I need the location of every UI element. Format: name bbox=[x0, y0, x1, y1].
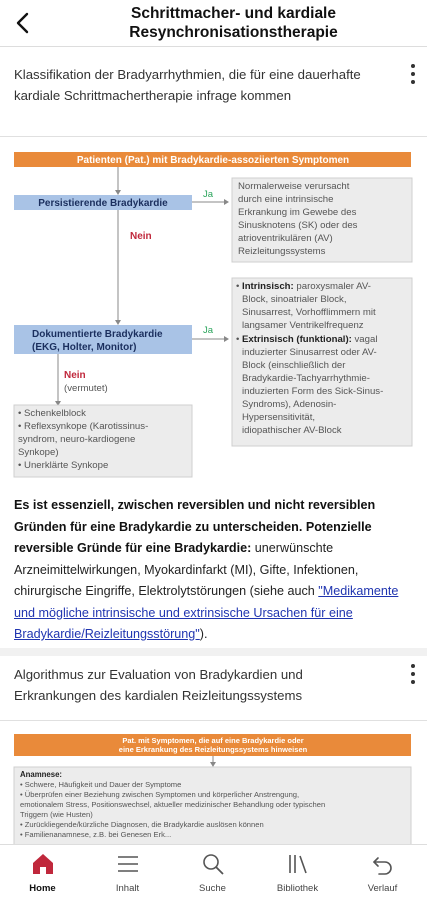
arrowhead bbox=[210, 762, 216, 767]
anamnese-text: • Schwere, Häufigkeit und Dauer der Symptome • Überprüfen einer Beziehung zwischen Symptomen und körperlicher Anstrengung, emotionalem Stress, Positionswechsel, aktueller medizinischer Behandlung oder typischen Triggern (wie Husten) • Zurückliegende/kürzliche Diagnosen, die Bradykardie auslösen können • Familienanamnese, z.B. bei Genesen Erk... bbox=[20, 780, 326, 839]
suspected-text: • Schenkelblock • Reflexsynkope (Karotissinus- syndrom, neuro-kardiogene Synkope) • Unerklärte Synkope bbox=[18, 408, 149, 471]
arrowhead bbox=[115, 320, 121, 325]
nav-bibliothek[interactable] bbox=[255, 845, 340, 901]
paragraph-text: unerwünschte Arzneimittelwirkungen, Myokardinfarkt (MI), Gifte, Infektionen, chirurgische Eingriffe, Elektrolytstörungen (siehe auch bbox=[14, 541, 359, 598]
algorithm-diagram bbox=[0, 720, 427, 844]
nav-inhalt[interactable] bbox=[85, 845, 170, 901]
history-icon bbox=[370, 851, 396, 877]
causes-link[interactable]: "Medikamente und mögliche intrinsische und extrinsische Ursachen für eine Bradykardie/Reizleitungsstörung" bbox=[14, 584, 399, 641]
vermutet-label: (vermutet) bbox=[64, 383, 108, 394]
title-line-1: Schrittmacher- und kardiale bbox=[130, 5, 336, 22]
arrowhead bbox=[224, 199, 229, 205]
documented-label-1: Dokumentierte Bradykardie bbox=[32, 329, 163, 340]
section-separator bbox=[0, 648, 427, 656]
reversible-causes-paragraph bbox=[14, 495, 410, 646]
nav-verlauf[interactable] bbox=[340, 845, 425, 901]
bottom-navigation bbox=[0, 844, 427, 901]
algorithm-svg bbox=[0, 720, 427, 844]
more-options-icon[interactable] bbox=[409, 664, 417, 688]
nav-inhalt-label: Inhalt bbox=[115, 883, 140, 894]
ja-label-1: Ja bbox=[203, 189, 214, 200]
top-bar-label: Patienten (Pat.) mit Bradykardie-assoziierten Symptomen bbox=[76, 155, 350, 166]
persist-label: Persistierende Bradykardie bbox=[38, 198, 168, 209]
definition-text: Normalerweise verursacht durch eine intrinsische Erkrankung im Gewebe des Sinusknotens (SK) oder des atrioventrikulären (AV) Reizleitungssystems bbox=[238, 181, 358, 257]
nav-suche[interactable] bbox=[170, 845, 255, 901]
anamnese-label: Anamnese: bbox=[20, 770, 63, 779]
menu-icon bbox=[115, 851, 141, 877]
ja-label-2: Ja bbox=[203, 325, 214, 336]
cause-text: • Intrinsisch: paroxysmaler AV- Block, sinoatrialer Block, Sinusarrest, Vorhofflimmern mit langsamer Ventrikelfrequenz • Extrinsisch (funktional): vagal induzierter Sinusarrest oder AV- Block (einschließlich der Bradykardie-Tachyarrhythmie- induzierten Form des Sick-Sinus- Syndroms), Adenosin- Hypersensitivität, idiopathischer AV-Block bbox=[236, 281, 384, 436]
arrowhead bbox=[115, 190, 121, 195]
more-options-icon[interactable] bbox=[409, 64, 417, 88]
section-heading-text: Klassifikation der Bradyarrhythmien, die für eine dauerhafte kardiale Schrittmachertherapie infrage kommen bbox=[14, 67, 361, 103]
diagram-svg bbox=[0, 140, 427, 490]
home-icon bbox=[30, 851, 56, 877]
algo-top-line-2: eine Erkrankung des Reizleitungssystems hinweisen bbox=[118, 745, 308, 754]
section-heading-algorithm[interactable] bbox=[0, 656, 427, 721]
nein-label-2: Nein bbox=[64, 370, 86, 381]
nein-label-1: Nein bbox=[130, 231, 152, 242]
algo-top-line-1: Pat. mit Symptomen, die auf eine Bradykardie oder bbox=[122, 736, 304, 745]
paragraph-end: ). bbox=[199, 627, 208, 641]
nav-home-label: Home bbox=[29, 883, 56, 894]
nav-suche-label: Suche bbox=[199, 883, 226, 894]
nav-verlauf-label: Verlauf bbox=[367, 883, 398, 894]
app-header bbox=[0, 0, 427, 47]
paragraph-bold: Es ist essenziell, zwischen reversiblen und nicht reversiblen Gründen für eine Bradykardie zu unterscheiden. Potenzielle reversible Gründe für eine Bradykardie: bbox=[14, 498, 376, 555]
arrowhead bbox=[224, 336, 229, 342]
nav-home[interactable] bbox=[0, 845, 85, 901]
back-arrow-icon[interactable] bbox=[12, 10, 36, 36]
section-heading-text: Algorithmus zur Evaluation von Bradykardien und Erkrankungen des kardialen Reizleitungssystems bbox=[14, 667, 303, 703]
page-title bbox=[60, 4, 407, 42]
library-icon bbox=[285, 851, 311, 877]
search-icon bbox=[200, 851, 226, 877]
title-line-2: Resynchronisationstherapie bbox=[129, 24, 338, 41]
documented-label-2: (EKG, Holter, Monitor) bbox=[32, 342, 137, 353]
nav-bibliothek-label: Bibliothek bbox=[276, 883, 319, 894]
section-heading-classification[interactable] bbox=[0, 56, 427, 137]
